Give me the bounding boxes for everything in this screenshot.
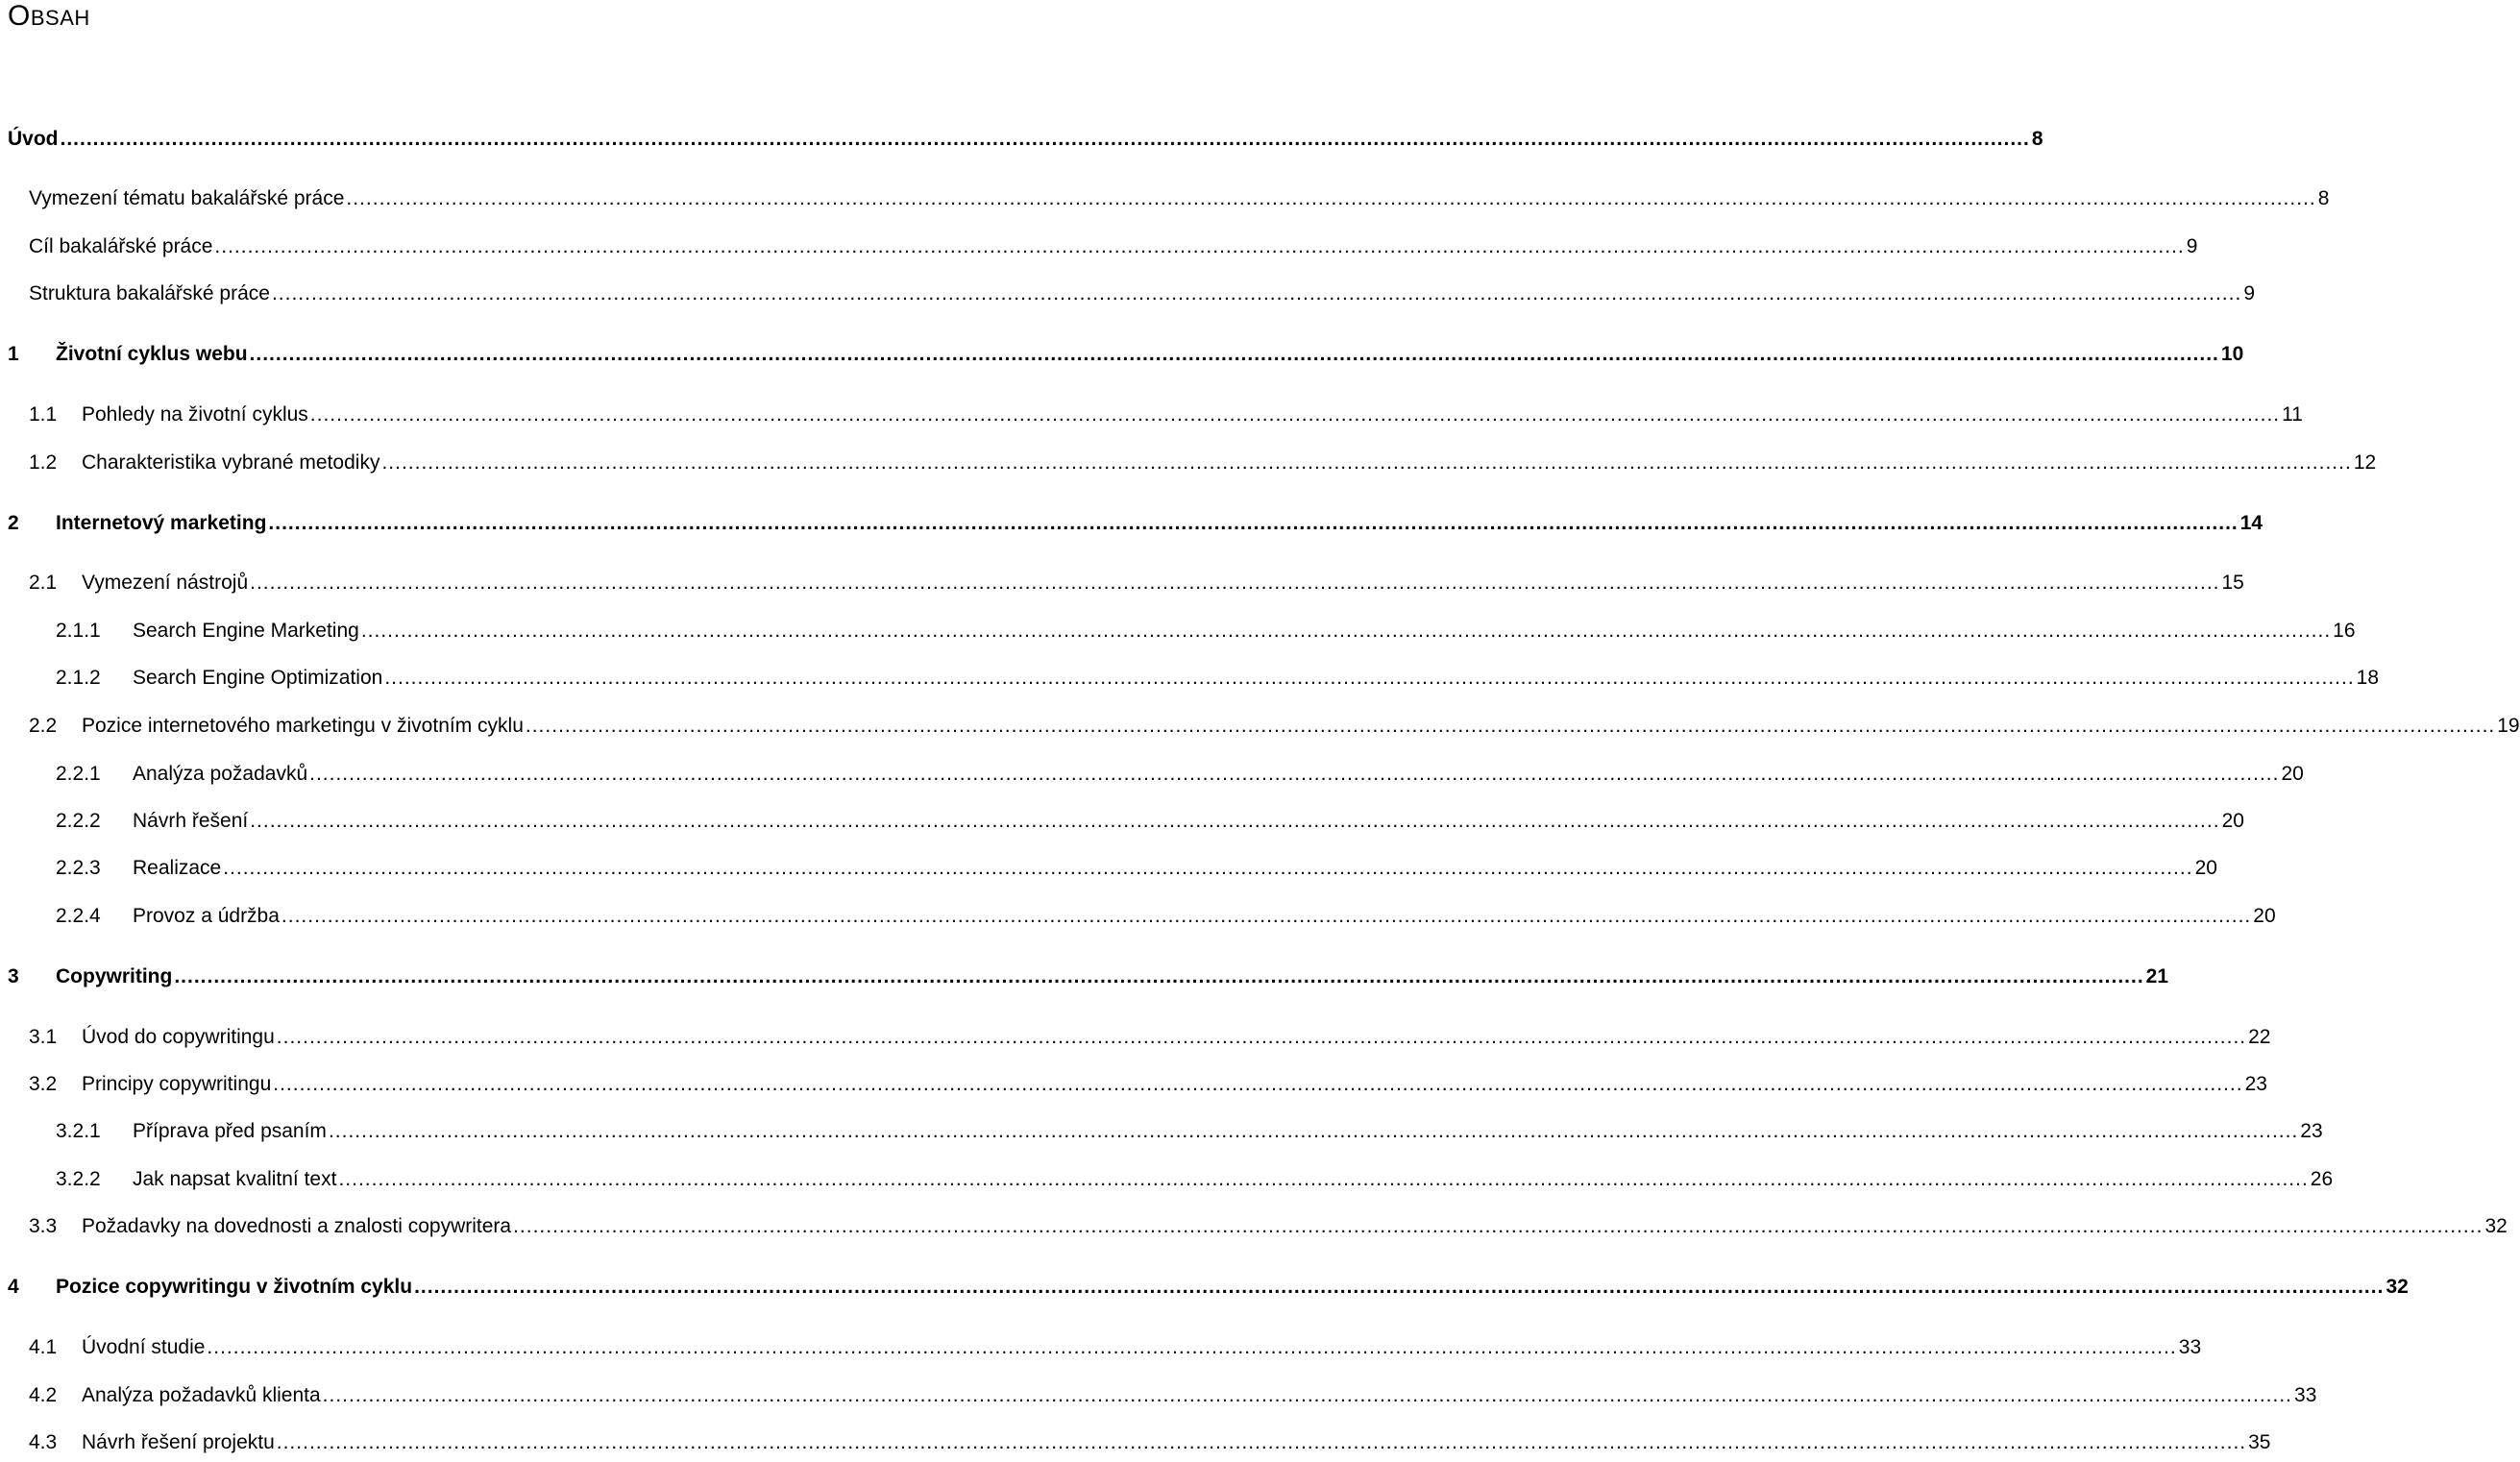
toc-entry[interactable]	[29, 184, 2330, 213]
toc-entry-label: Analýza požadavků	[133, 763, 308, 785]
toc-entry-label: Úvod	[8, 128, 59, 150]
toc-entry-number: 4.2	[29, 1384, 58, 1406]
toc-entry-label: Internetový marketing	[56, 512, 267, 534]
toc-dot-leader: ............................................................................................................................................................................................................................................................................................................	[338, 1168, 2309, 1190]
toc-dot-leader: ............................................................................................................................................................................................................................................................................................................	[414, 1276, 2385, 1298]
toc-entry-number: 3.2.1	[56, 1120, 101, 1142]
toc-dot-leader: ............................................................................................................................................................................................................................................................................................................	[346, 187, 2316, 209]
toc-entry-page-number: 33	[2294, 1384, 2317, 1406]
toc-dot-leader: ............................................................................................................................................................................................................................................................................................................	[207, 1336, 2177, 1358]
toc-entry-label: Úvodní studie	[82, 1336, 206, 1358]
toc-entry[interactable]	[8, 340, 2244, 369]
toc-entry[interactable]	[56, 664, 2380, 693]
toc-entry-number: 2.1	[29, 572, 58, 594]
toc-entry[interactable]	[29, 569, 2244, 597]
toc-entry-label: Návrh řešení projektu	[82, 1431, 275, 1453]
toc-dot-leader: ............................................................................................................................................................................................................................................................................................................	[525, 715, 2496, 737]
toc-dot-leader: ............................................................................................................................................................................................................................................................................................................	[381, 451, 2352, 474]
toc-entry-number: 3	[8, 965, 19, 987]
toc-dot-leader: ............................................................................................................................................................................................................................................................................................................	[322, 1384, 2293, 1406]
toc-entry[interactable]	[8, 125, 2043, 154]
toc-dot-leader: ............................................................................................................................................................................................................................................................................................................	[223, 857, 2193, 879]
toc-entry-label: Cíl bakalářské práce	[29, 235, 213, 257]
toc-entry[interactable]	[29, 1381, 2317, 1410]
page-title-text: OBSAH	[8, 0, 90, 32]
toc-entry-page-number: 9	[2243, 282, 2255, 305]
toc-entry-page-number: 32	[2484, 1215, 2508, 1237]
toc-entry[interactable]	[29, 1333, 2202, 1362]
toc-entry[interactable]	[29, 1023, 2271, 1052]
toc-entry-label: Search Engine Optimization	[133, 667, 383, 689]
toc-entry-page-number: 21	[2145, 965, 2169, 987]
toc-entry-page-number: 20	[2194, 857, 2217, 879]
toc-dot-leader: ............................................................................................................................................................................................................................................................................................................	[273, 1073, 2243, 1095]
toc-dot-leader: ............................................................................................................................................................................................................................................................................................................	[360, 620, 2332, 642]
toc-entry-page-number: 32	[2385, 1276, 2409, 1298]
toc-entry-page-number: 23	[2244, 1073, 2267, 1095]
toc-entry-page-number: 33	[2178, 1336, 2202, 1358]
toc-entry[interactable]	[56, 617, 2356, 646]
toc-dot-leader: ............................................................................................................................................................................................................................................................................................................	[174, 965, 2144, 987]
toc-entry[interactable]	[29, 232, 2198, 261]
toc-entry-label: Analýza požadavků klienta	[82, 1384, 321, 1406]
toc-entry-number: 3.1	[29, 1026, 58, 1048]
toc-dot-leader: ............................................................................................................................................................................................................................................................................................................	[60, 128, 2030, 150]
toc-entry-page-number: 14	[2239, 512, 2263, 534]
toc-entry[interactable]	[29, 712, 2520, 741]
toc-dot-leader: ............................................................................................................................................................................................................................................................................................................	[309, 763, 2280, 785]
toc-entry-page-number: 8	[2031, 128, 2043, 150]
toc-entry-number: 2	[8, 512, 19, 534]
toc-entry-number: 2.2.3	[56, 857, 101, 879]
toc-entry-page-number: 20	[2221, 810, 2244, 832]
toc-entry[interactable]	[29, 1070, 2267, 1099]
toc-entry-page-number: 26	[2310, 1168, 2334, 1190]
toc-entry[interactable]	[29, 449, 2377, 477]
toc-entry-number: 1.1	[29, 403, 58, 426]
toc-entry[interactable]	[8, 1273, 2409, 1302]
toc-dot-leader: ............................................................................................................................................................................................................................................................................................................	[250, 572, 2220, 594]
toc-entry-label: Vymezení tématu bakalářské práce	[29, 187, 345, 209]
toc-entry-number: 2.2	[29, 715, 58, 737]
toc-entry-number: 3.3	[29, 1215, 58, 1237]
toc-entry[interactable]	[56, 807, 2244, 836]
toc-entry-page-number: 23	[2300, 1120, 2323, 1142]
toc-dot-leader: ............................................................................................................................................................................................................................................................................................................	[384, 667, 2355, 689]
toc-entry-page-number: 18	[2356, 667, 2380, 689]
toc-entry-number: 1	[8, 343, 19, 365]
toc-entry-label: Principy copywritingu	[82, 1073, 272, 1095]
toc-entry[interactable]	[29, 401, 2303, 429]
toc-dot-leader: ............................................................................................................................................................................................................................................................................................................	[214, 235, 2185, 257]
toc-entry-page-number: 10	[2220, 343, 2244, 365]
toc-dot-leader: ............................................................................................................................................................................................................................................................................................................	[250, 810, 2220, 832]
toc-entry-label: Pozice internetového marketingu v životním cyklu	[82, 715, 524, 737]
toc-entry-label: Příprava před psaním	[133, 1120, 327, 1142]
toc-entry-number: 3.2.2	[56, 1168, 101, 1190]
toc-entry-label: Struktura bakalářské práce	[29, 282, 270, 305]
toc-entry[interactable]	[56, 1165, 2334, 1194]
toc-entry[interactable]	[56, 1117, 2323, 1146]
toc-entry-page-number: 16	[2333, 620, 2356, 642]
toc-entry-number: 2.1.1	[56, 620, 101, 642]
toc-entry[interactable]	[56, 854, 2217, 883]
toc-entry-label: Pozice copywritingu v životním cyklu	[56, 1276, 413, 1298]
toc-entry-label: Požadavky na dovednosti a znalosti copywritera	[82, 1215, 512, 1237]
toc-entry-label: Search Engine Marketing	[133, 620, 359, 642]
toc-entry-page-number: 20	[2253, 905, 2276, 927]
toc-entry-page-number: 22	[2248, 1026, 2271, 1048]
toc-entry[interactable]	[29, 1212, 2508, 1241]
toc-entry-label: Návrh řešení	[133, 810, 249, 832]
toc-dot-leader: ............................................................................................................................................................................................................................................................................................................	[249, 343, 2219, 365]
toc-entry-label: Charakteristika vybrané metodiky	[82, 451, 380, 474]
toc-entry[interactable]	[8, 962, 2169, 991]
toc-dot-leader: ............................................................................................................................................................................................................................................................................................................	[513, 1215, 2483, 1237]
toc-entry[interactable]	[56, 902, 2276, 931]
toc-entry-label: Životní cyklus webu	[56, 343, 248, 365]
toc-dot-leader: ............................................................................................................................................................................................................................................................................................................	[328, 1120, 2299, 1142]
toc-entry-label: Realizace	[133, 857, 222, 879]
toc-entry-label: Vymezení nástrojů	[82, 572, 249, 594]
toc-entry-page-number: 12	[2353, 451, 2377, 474]
toc-entry-number: 1.2	[29, 451, 58, 474]
toc-entry-label: Úvod do copywritingu	[82, 1026, 275, 1048]
toc-dot-leader: ............................................................................................................................................................................................................................................................................................................	[276, 1026, 2247, 1048]
toc-entry-page-number: 19	[2497, 715, 2520, 737]
toc-entry-number: 2.2.4	[56, 905, 101, 927]
toc-entry-page-number: 35	[2248, 1431, 2271, 1453]
toc-dot-leader: ............................................................................................................................................................................................................................................................................................................	[268, 512, 2239, 534]
toc-dot-leader: ............................................................................................................................................................................................................................................................................................................	[276, 1431, 2247, 1453]
toc-entry-label: Copywriting	[56, 965, 173, 987]
toc-entry-label: Provoz a údržba	[133, 905, 280, 927]
toc-entry-label: Pohledy na životní cyklus	[82, 403, 308, 426]
toc-entry-page-number: 15	[2221, 572, 2244, 594]
toc-entry-page-number: 11	[2282, 403, 2303, 426]
toc-entry[interactable]	[29, 280, 2255, 308]
toc-entry-number: 4	[8, 1276, 19, 1298]
toc-entry-number: 4.3	[29, 1431, 58, 1453]
toc-entry-number: 2.2.1	[56, 763, 101, 785]
toc-entry[interactable]	[29, 1428, 2271, 1457]
toc-entry[interactable]	[8, 509, 2263, 538]
toc-entry-page-number: 20	[2281, 763, 2304, 785]
toc-entry-number: 2.2.2	[56, 810, 101, 832]
toc-entry-label: Jak napsat kvalitní text	[133, 1168, 337, 1190]
toc-entry-number: 2.1.2	[56, 667, 101, 689]
toc-entry-page-number: 9	[2186, 235, 2198, 257]
toc-dot-leader: ............................................................................................................................................................................................................................................................................................................	[281, 905, 2252, 927]
toc-dot-leader: ............................................................................................................................................................................................................................................................................................................	[271, 282, 2242, 305]
toc-entry-page-number: 8	[2317, 187, 2330, 209]
toc-entry-number: 3.2	[29, 1073, 58, 1095]
toc-entry[interactable]	[56, 760, 2304, 789]
toc-dot-leader: ............................................................................................................................................................................................................................................................................................................	[309, 403, 2281, 426]
toc-entry-number: 4.1	[29, 1336, 58, 1358]
